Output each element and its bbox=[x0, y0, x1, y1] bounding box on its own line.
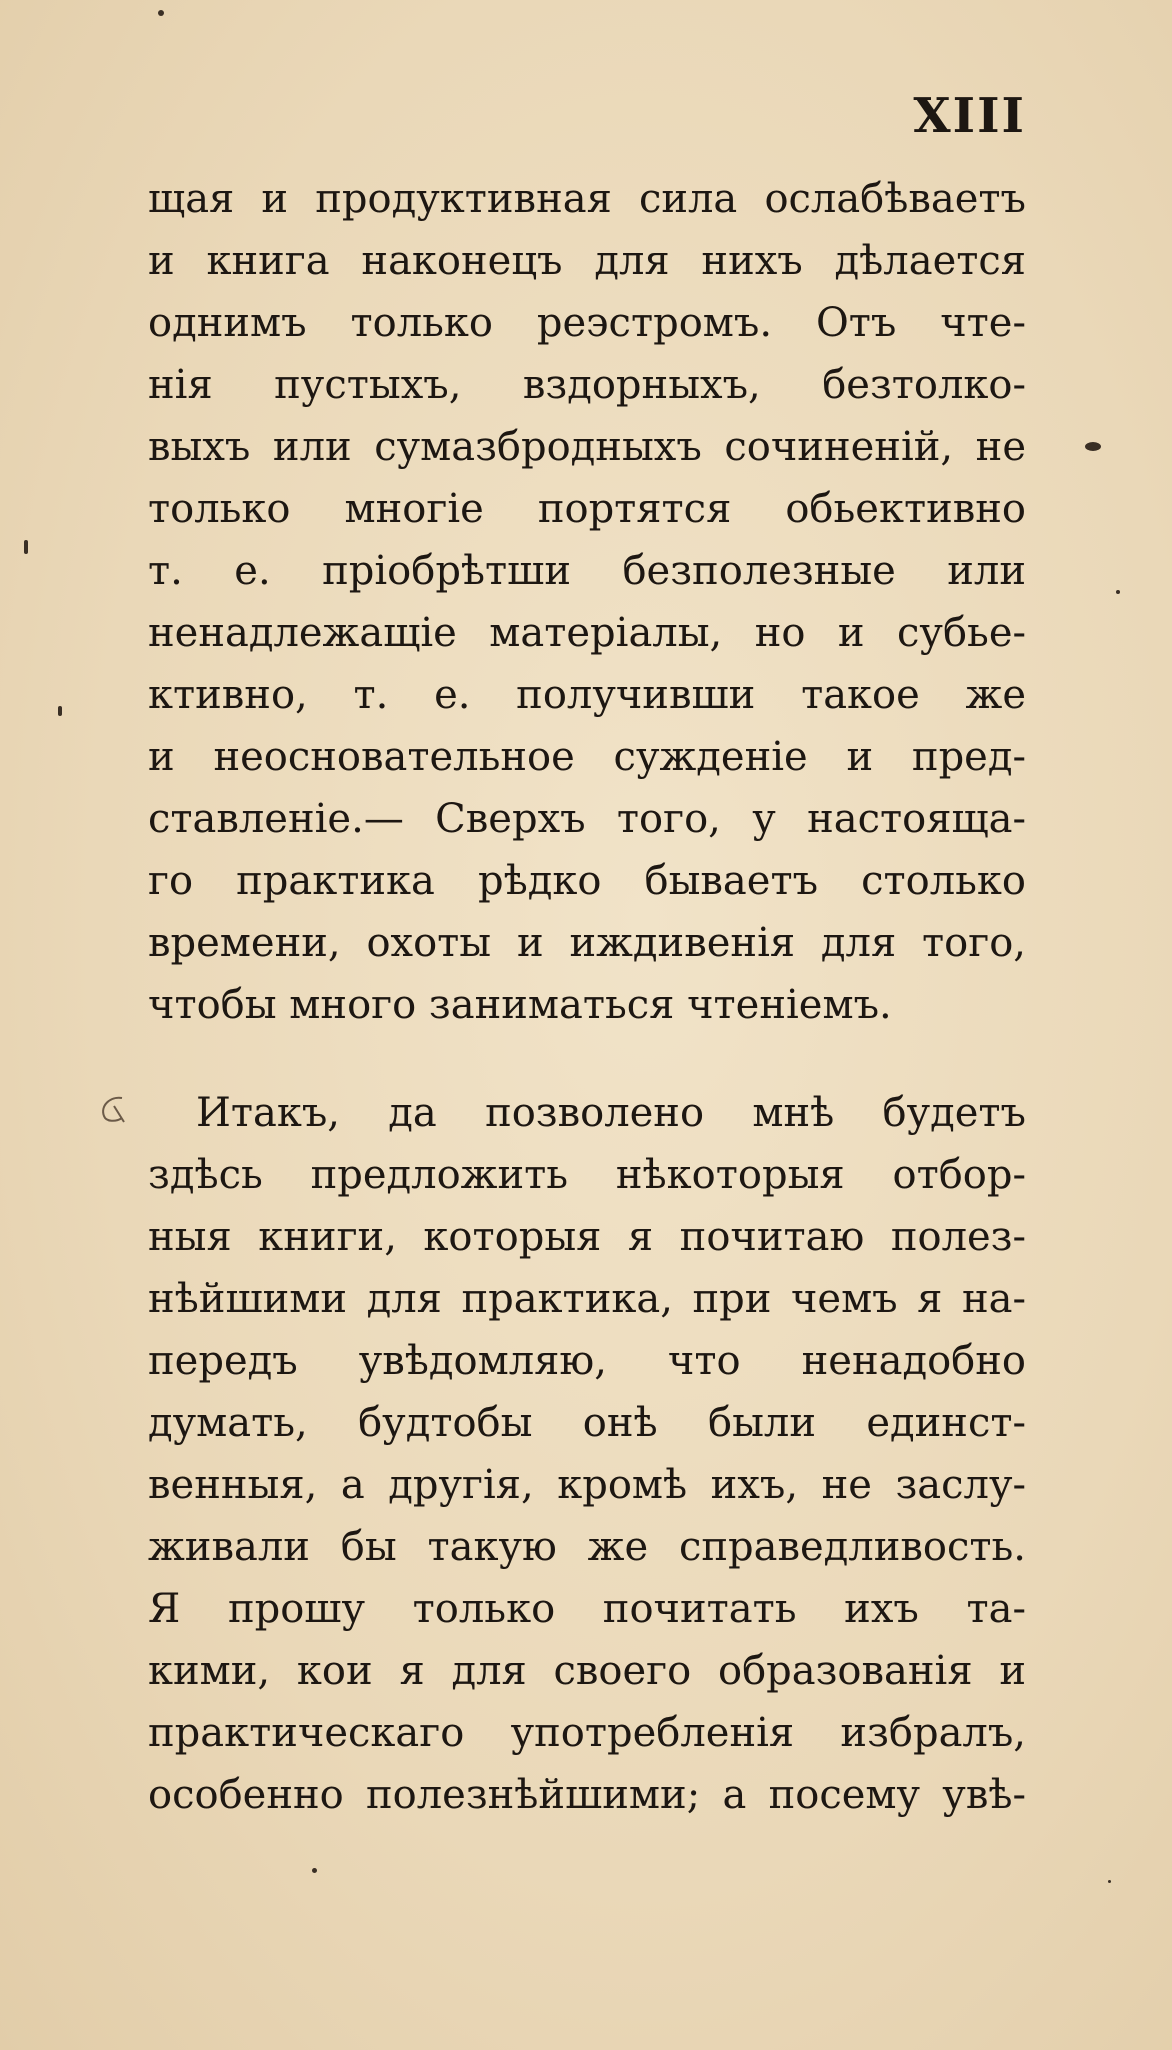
text-line: живали бы такую же справедливость. bbox=[148, 1524, 1026, 1570]
text-line: и книга наконецъ для нихъ дѣлается bbox=[148, 238, 1026, 284]
text-line: особенно полезнѣйшими; а посему увѣ- bbox=[148, 1772, 1026, 1818]
text-line: выхъ или сумазбродныхъ сочиненій, не bbox=[148, 424, 1026, 470]
text-line: чтобы много заниматься чтеніемъ. bbox=[148, 982, 892, 1028]
text-line: только многіе портятся обьективно bbox=[148, 486, 1026, 532]
ink-speck bbox=[24, 540, 28, 554]
text-line: го практика рѣдко бываетъ столько bbox=[148, 858, 1026, 904]
text-line: нѣйшими для практика, при чемъ я на- bbox=[148, 1276, 1026, 1322]
text-line: времени, охоты и иждивенія для того, bbox=[148, 920, 1026, 966]
text-line: думать, будтобы онѣ были единст- bbox=[148, 1400, 1026, 1446]
body-text bbox=[148, 168, 1026, 1826]
ink-speck bbox=[1108, 1880, 1111, 1883]
text-line: Итакъ, да позволено мнѣ будетъ bbox=[196, 1090, 1026, 1136]
text-line: щая и продуктивная сила ослабѣваетъ bbox=[148, 176, 1026, 222]
ink-speck bbox=[312, 1868, 317, 1873]
ink-speck bbox=[1116, 590, 1120, 594]
ink-speck bbox=[58, 706, 62, 716]
paragraph-1 bbox=[148, 168, 1026, 1036]
paragraph-spacer bbox=[148, 1036, 1026, 1082]
text-line: Я прошу только почитать ихъ та- bbox=[148, 1586, 1026, 1632]
text-line: ставленіе.— Сверхъ того, у настояща- bbox=[148, 796, 1026, 842]
page-number: XIII bbox=[913, 88, 1026, 144]
text-line: практическаго употребленія избралъ, bbox=[148, 1710, 1026, 1756]
text-line: ктивно, т. е. получивши такое же bbox=[148, 672, 1026, 718]
paragraph-2 bbox=[148, 1082, 1026, 1826]
text-line: т. е. пріобрѣтши безполезные или bbox=[148, 548, 1026, 594]
text-line: здѣсь предложить нѣкоторыя отбор- bbox=[148, 1152, 1026, 1198]
text-line: кими, кои я для своего образованія и bbox=[148, 1648, 1026, 1694]
text-line: ненадлежащіе матеріалы, но и субье- bbox=[148, 610, 1026, 656]
ink-speck bbox=[1085, 442, 1101, 451]
text-line: передъ увѣдомляю, что ненадобно bbox=[148, 1338, 1026, 1384]
text-line: нія пустыхъ, вздорныхъ, безтолко- bbox=[148, 362, 1026, 408]
ink-speck bbox=[158, 10, 164, 16]
text-line: и неосновательное сужденіе и пред- bbox=[148, 734, 1026, 780]
margin-mark bbox=[96, 1092, 130, 1126]
text-line: венныя, а другія, кромѣ ихъ, не заслу- bbox=[148, 1462, 1026, 1508]
text-line: ныя книги, которыя я почитаю полез- bbox=[148, 1214, 1026, 1260]
text-line: однимъ только реэстромъ. Отъ чте- bbox=[148, 300, 1026, 346]
